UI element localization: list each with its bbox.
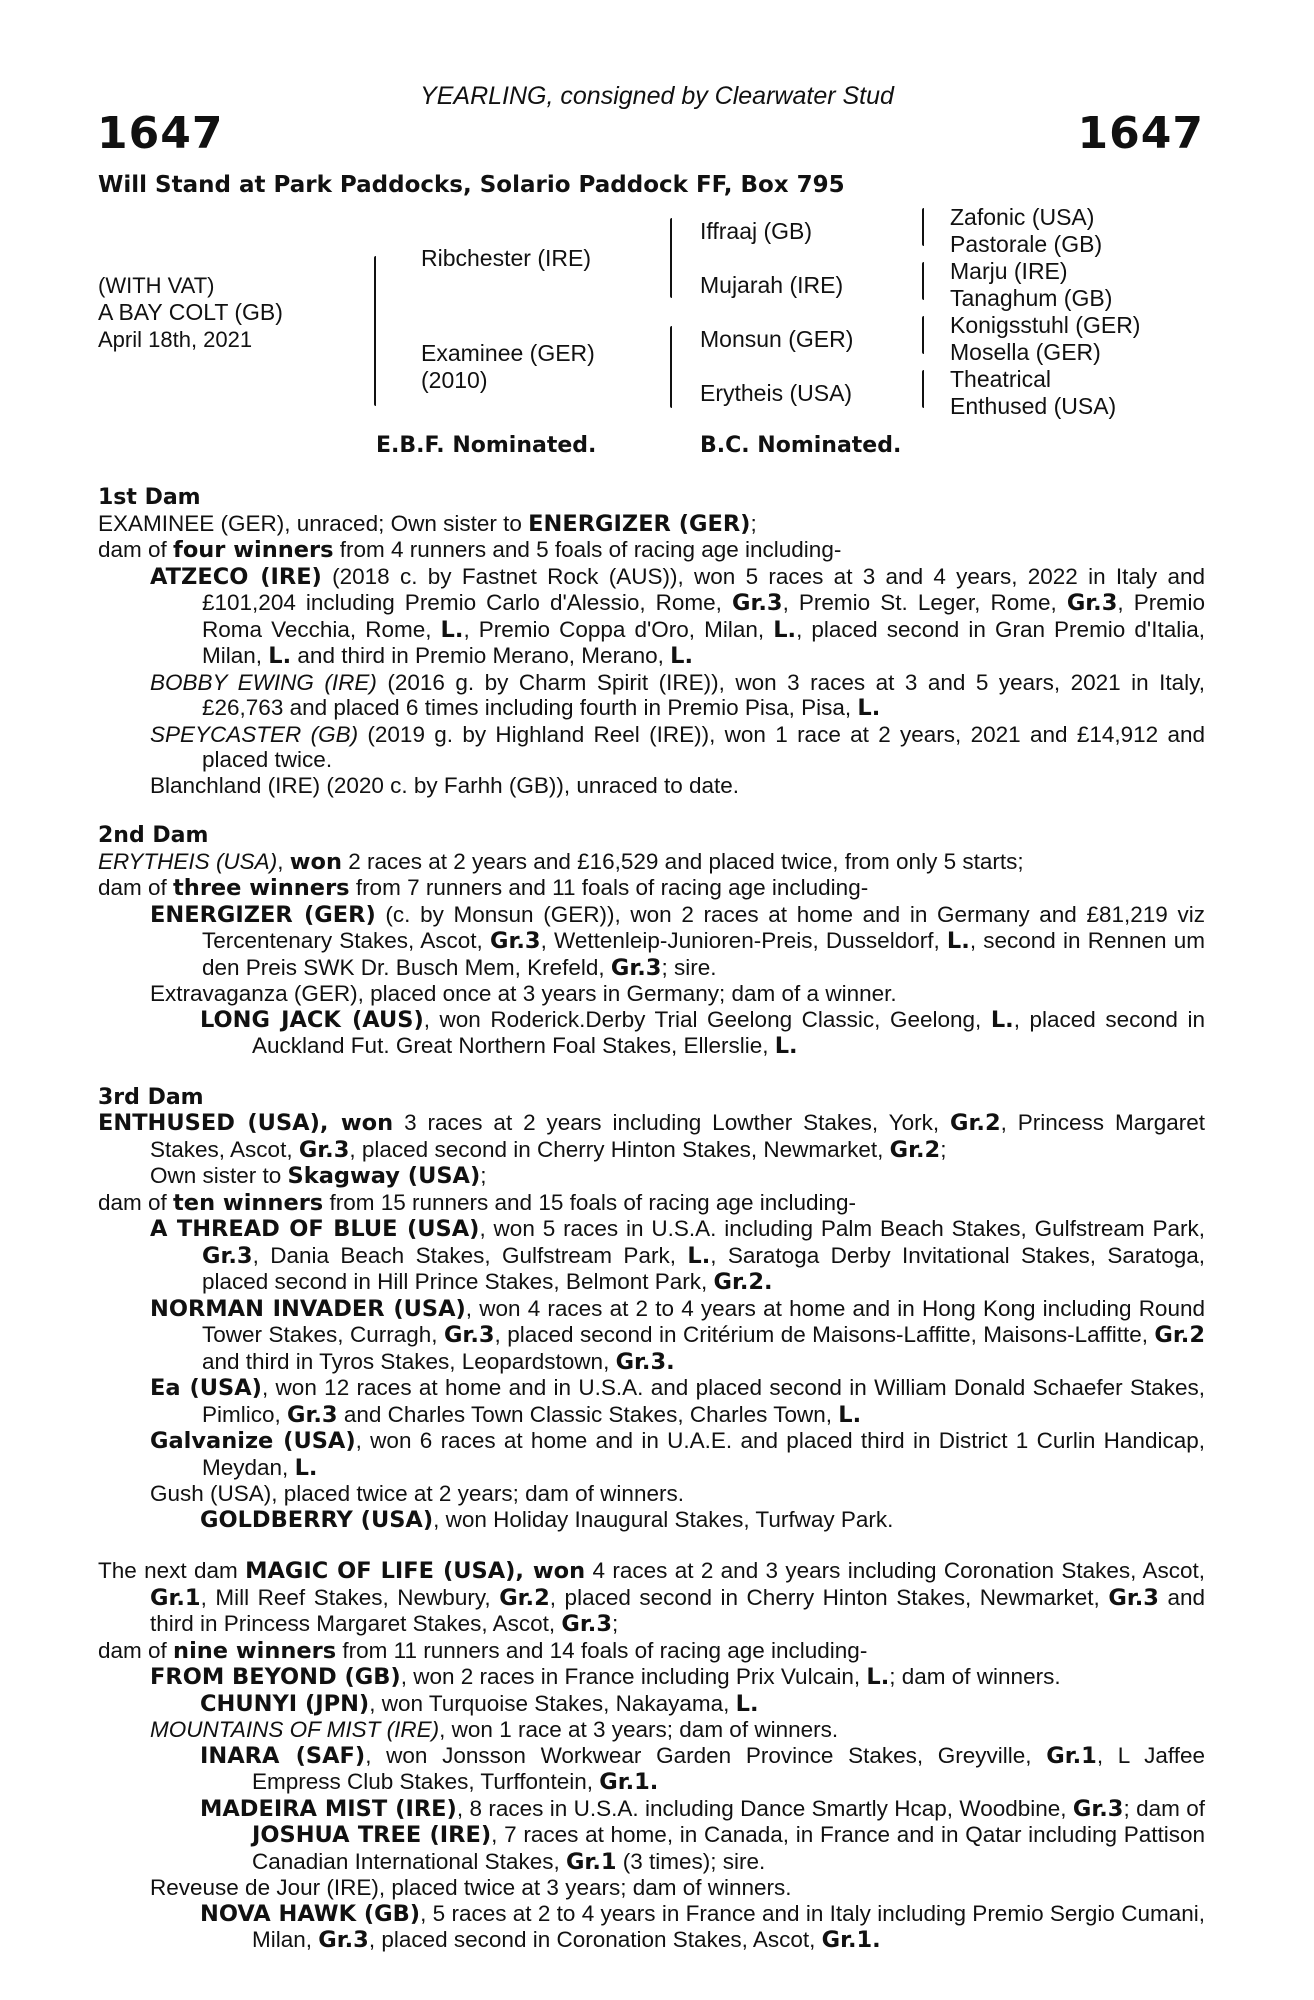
pedigree-g3-2: Pastorale (GB) bbox=[950, 231, 1103, 257]
pedigree-brace-dam bbox=[670, 326, 672, 408]
produce-speycaster bbox=[98, 722, 1205, 773]
produce-blanchland: Blanchland (IRE) (2020 c. by Farhh (GB)), unraced to date. bbox=[150, 772, 740, 798]
grade: L. bbox=[946, 928, 970, 954]
second-dam-dam-of bbox=[98, 875, 1205, 902]
horse-name: MADEIRA MIST (IRE) bbox=[200, 1795, 457, 1822]
produce-reveuse-de-jour: Reveuse de Jour (IRE), placed twice at 3 years; dam of winners. bbox=[150, 1875, 792, 1900]
text: , Princess Margaret Stakes, Ascot, bbox=[150, 1110, 1205, 1162]
text: , Mill Reef Stakes, Newbury, bbox=[200, 1584, 500, 1610]
third-dam-dam-of bbox=[98, 1190, 1205, 1217]
winners-count: nine winners bbox=[173, 1637, 337, 1664]
pedigree-g3-7: Theatrical bbox=[950, 366, 1051, 392]
grade: Gr.2. bbox=[713, 1269, 773, 1295]
text: dam of bbox=[98, 875, 174, 900]
horse-name: ATZECO (IRE) bbox=[150, 563, 322, 590]
grade: L. bbox=[294, 1454, 318, 1481]
pedigree-g3-1: Zafonic (USA) bbox=[950, 204, 1095, 230]
text: and third in Tyros Stakes, Leopardstown, bbox=[202, 1348, 616, 1374]
text: , Dania Beach Stakes, Gulfstream Park, bbox=[252, 1242, 688, 1268]
text: and Charles Town Classic Stakes, Charles Town, bbox=[337, 1401, 839, 1427]
grade: L. bbox=[857, 695, 881, 721]
dam-name: ENTHUSED (USA) bbox=[98, 1110, 320, 1136]
text: 3 races at 2 years including Lowther Stakes, York, bbox=[393, 1110, 951, 1135]
grade: Gr.3 bbox=[610, 954, 662, 981]
produce-bobby-ewing bbox=[98, 670, 1205, 722]
grade: L. bbox=[670, 643, 693, 669]
produce-goldberry bbox=[98, 1507, 1205, 1534]
text: (2019 g. by Highland Reel (IRE)), won 1 race at 2 years, 2021 and £14,912 and placed twice. bbox=[202, 721, 1205, 772]
grade: L. bbox=[735, 1690, 759, 1717]
text: dam of bbox=[98, 1189, 174, 1215]
winners-count: ten winners bbox=[173, 1189, 324, 1216]
grade: Gr.1 bbox=[1046, 1742, 1097, 1769]
produce-norman-invader bbox=[98, 1296, 1205, 1376]
text: from 11 runners and 14 foals of racing age including- bbox=[336, 1637, 868, 1663]
foaling-date: April 18th, 2021 bbox=[98, 327, 253, 352]
next-dam-dam-of bbox=[98, 1638, 1205, 1665]
text: dam of bbox=[98, 537, 174, 562]
text: The next dam bbox=[98, 1558, 246, 1583]
text: , won 12 races at home and in U.S.A. and placed second in William Donald Schaefer Stakes, Pimlico, bbox=[202, 1375, 1206, 1427]
text: ; dam of winners. bbox=[889, 1664, 1061, 1689]
grade: L. bbox=[990, 1006, 1014, 1033]
pedigree-g3-4: Tanaghum (GB) bbox=[950, 285, 1113, 311]
horse-name: Skagway (USA) bbox=[287, 1163, 481, 1189]
grade: Gr.3 bbox=[318, 1927, 369, 1953]
second-dam-intro bbox=[98, 849, 1205, 876]
pedigree-g3-6: Mosella (GER) bbox=[950, 339, 1101, 365]
text: , placed second in Cherry Hinton Stakes, Newmarket, bbox=[349, 1136, 890, 1162]
grade: Gr.2 bbox=[499, 1584, 550, 1611]
text: , 8 races in U.S.A. including Dance Smartly Hcap, Woodbine, bbox=[456, 1795, 1073, 1821]
text: , won 2 races in France including Prix Vulcain, bbox=[400, 1664, 867, 1689]
text: from 15 runners and 15 foals of racing age including- bbox=[323, 1189, 857, 1215]
ebf-nominated: E.B.F. Nominated. bbox=[376, 433, 597, 458]
produce-chunyi bbox=[98, 1691, 1205, 1718]
text: , placed second in Cherry Hinton Stakes, Newmarket, bbox=[549, 1584, 1109, 1610]
lot-number-left: 1647 bbox=[97, 108, 224, 159]
text: , won 6 races at home and in U.A.E. and placed third in District 1 Curlin Handicap, Meydan, bbox=[202, 1428, 1205, 1480]
horse-name: Ea (USA) bbox=[150, 1375, 262, 1401]
produce-inara bbox=[98, 1743, 1205, 1796]
grade: Gr.1. bbox=[599, 1769, 659, 1795]
text: (2016 g. by Charm Spirit (IRE)), won 3 races at 3 and 5 years, 2021 in Italy, £26,763 and placed 6 times including fourth in Premio Pisa, Pisa, bbox=[202, 669, 1205, 720]
pedigree-brace-main bbox=[374, 256, 376, 406]
text: 4 races at 2 and 3 years including Coronation Stakes, Ascot, bbox=[585, 1558, 1205, 1583]
text: 2 races at 2 years and £16,529 and placed twice, from only 5 starts; bbox=[341, 848, 1024, 874]
punct: , bbox=[277, 848, 290, 874]
grade: Gr.2 bbox=[1154, 1322, 1205, 1348]
text: , won Holiday Inaugural Stakes, Turfway Park. bbox=[433, 1506, 894, 1532]
text: dam of bbox=[98, 1637, 174, 1663]
punct: ; bbox=[940, 1136, 947, 1162]
dam-name: ERYTHEIS (USA) bbox=[98, 848, 278, 874]
vat-note: (WITH VAT) bbox=[98, 273, 215, 298]
winners-count: four winners bbox=[173, 537, 334, 563]
text: , 5 races at 2 to 4 years in France and in Italy including Premio Sergio Cumani, Milan, bbox=[252, 1900, 1205, 1952]
produce-gush: Gush (USA), placed twice at 2 years; dam of winners. bbox=[150, 1481, 684, 1506]
grade: L. bbox=[773, 616, 797, 643]
won: , won bbox=[515, 1558, 586, 1584]
second-dam-heading: 2nd Dam bbox=[98, 823, 209, 848]
pedigree-brace-g3-2 bbox=[922, 262, 924, 300]
horse-name: NOVA HAWK (GB) bbox=[200, 1900, 421, 1927]
text: , won 1 race at 3 years; dam of winners. bbox=[439, 1717, 839, 1742]
produce-long-jack bbox=[98, 1007, 1205, 1060]
pedigree-g3-8: Enthused (USA) bbox=[950, 393, 1117, 419]
text: (c. by Monsun (GER)), won 2 races at home and in Germany and £81,219 viz Tercentenary Stakes, Ascot, bbox=[202, 901, 1205, 953]
text: , Saratoga Derby Invitational Stakes, Saratoga, placed second in Hill Prince Stakes, Belmont Park, bbox=[202, 1242, 1205, 1294]
text: , second in Rennen um den Preis SWK Dr. Busch Mem, Krefeld, bbox=[202, 928, 1206, 980]
horse-name: Galvanize (USA) bbox=[150, 1428, 356, 1454]
horse-name: MOUNTAINS OF MIST (IRE) bbox=[150, 1717, 440, 1742]
grade: L. bbox=[774, 1033, 798, 1059]
produce-extravaganza: Extravaganza (GER), placed once at 3 years in Germany; dam of a winner. bbox=[150, 981, 897, 1006]
winners-count: three winners bbox=[173, 875, 350, 901]
grade: Gr.3 bbox=[1072, 1795, 1124, 1822]
horse-name: A THREAD OF BLUE (USA) bbox=[150, 1216, 480, 1242]
won: won bbox=[289, 848, 342, 875]
consignment-line: YEARLING, consigned by Clearwater Stud bbox=[420, 82, 894, 110]
horse-name: BOBBY EWING (IRE) bbox=[150, 669, 377, 695]
produce-madeira-mist bbox=[98, 1796, 1205, 1876]
grade: Gr.2 bbox=[950, 1110, 1001, 1136]
produce-energizer bbox=[98, 902, 1205, 982]
grade: L. bbox=[687, 1242, 711, 1269]
produce-galvanize bbox=[98, 1428, 1205, 1481]
grade: Gr.3 bbox=[298, 1136, 350, 1163]
grade: L. bbox=[866, 1664, 890, 1690]
horse-name: JOSHUA TREE (IRE) bbox=[252, 1822, 492, 1848]
text: , won Turquoise Stakes, Nakayama, bbox=[369, 1690, 736, 1716]
grade: Gr.3 bbox=[287, 1401, 338, 1428]
grade: L. bbox=[440, 616, 464, 643]
text: and third in Premio Merano, Merano, bbox=[291, 643, 671, 668]
grade: Gr.3 bbox=[490, 928, 541, 954]
pedigree-sire: Ribchester (IRE) bbox=[421, 245, 591, 271]
text: , placed second in Auckland Fut. Great Northern Foal Stakes, Ellerslie, bbox=[252, 1006, 1205, 1058]
text: , won Jonsson Workwear Garden Province Stakes, Greyville, bbox=[365, 1742, 1047, 1768]
text: ; sire. bbox=[661, 954, 717, 980]
text: ; dam of bbox=[1123, 1795, 1205, 1821]
horse-name: FROM BEYOND (GB) bbox=[150, 1664, 401, 1690]
produce-ea bbox=[98, 1375, 1205, 1428]
text: from 4 runners and 5 foals of racing age including- bbox=[333, 537, 842, 562]
third-dam-own-sister bbox=[98, 1163, 1205, 1190]
text: (2018 c. by Fastnet Rock (AUS)), won 5 races at 3 and 4 years, 2022 in Italy and £101,204 including Premio Carlo d'Alessio, Rome, bbox=[202, 563, 1205, 615]
pedigree-g3-5: Konigsstuhl (GER) bbox=[950, 312, 1141, 338]
grade: Gr.3 bbox=[732, 590, 783, 616]
stabling-location: Will Stand at Park Paddocks, Solario Paddock FF, Box 795 bbox=[98, 172, 845, 198]
grade: L. bbox=[268, 643, 292, 669]
text: , Wettenleip-Junioren-Preis, Dusseldorf, bbox=[540, 928, 947, 953]
lot-number-right: 1647 bbox=[1077, 108, 1204, 159]
text: , 7 races at home, in Canada, in France and in Qatar including Pattison Canadian International Stakes, bbox=[252, 1822, 1205, 1874]
pedigree-dam: Examinee (GER) bbox=[421, 340, 595, 366]
pedigree-dam-sire: Monsun (GER) bbox=[700, 326, 854, 352]
text: , L Jaffee Empress Club Stakes, Turffontein, bbox=[252, 1742, 1205, 1794]
pedigree-brace-sire bbox=[670, 218, 672, 298]
pedigree-sire-sire: Iffraaj (GB) bbox=[700, 218, 813, 244]
text: , won 4 races at 2 to 4 years at home and in Hong Kong including Round Tower Stakes, Curragh, bbox=[202, 1295, 1205, 1347]
punct: ; bbox=[750, 510, 757, 536]
pedigree-dam-dam: Erytheis (USA) bbox=[700, 380, 853, 406]
bc-nominated: B.C. Nominated. bbox=[700, 433, 902, 458]
pedigree-dam-year: (2010) bbox=[421, 367, 488, 393]
grade: Gr.3 bbox=[1108, 1584, 1159, 1611]
horse-name: SPEYCASTER (GB) bbox=[150, 721, 359, 747]
produce-from-beyond bbox=[98, 1664, 1205, 1691]
produce-a-thread-of-blue bbox=[98, 1216, 1205, 1296]
third-dam-heading: 3rd Dam bbox=[98, 1084, 204, 1110]
text: , placed second in Coronation Stakes, Ascot, bbox=[368, 1927, 822, 1952]
grade: Gr.3 bbox=[1066, 590, 1118, 616]
grade: Gr.2 bbox=[889, 1136, 941, 1163]
grade: Gr.3 bbox=[202, 1242, 253, 1269]
pedigree-brace-g3-1 bbox=[922, 208, 924, 246]
grade: Gr.1. bbox=[821, 1927, 881, 1953]
text: , placed second in Critérium de Maisons-Laffitte, Maisons-Laffitte, bbox=[494, 1322, 1155, 1347]
text: Own sister to bbox=[150, 1163, 288, 1188]
text: (3 times); sire. bbox=[616, 1848, 766, 1874]
first-dam-sibling: ENERGIZER (GER) bbox=[528, 510, 751, 537]
punct: ; bbox=[480, 1163, 487, 1188]
horse-name: LONG JACK (AUS) bbox=[200, 1006, 424, 1033]
first-dam-intro bbox=[98, 511, 1205, 538]
text: , placed second in Gran Premio d'Italia, Milan, bbox=[202, 616, 1205, 668]
next-dam-intro bbox=[98, 1558, 1205, 1638]
produce-record bbox=[98, 485, 1205, 1954]
produce-mountains-of-mist bbox=[98, 1717, 1205, 1743]
grade: Gr.1 bbox=[565, 1848, 617, 1875]
pedigree-sire-dam: Mujarah (IRE) bbox=[700, 272, 844, 298]
text: , Premio Coppa d'Oro, Milan, bbox=[463, 616, 774, 642]
produce-atzeco bbox=[98, 564, 1205, 670]
first-dam-dam-of bbox=[98, 537, 1205, 564]
grade: L. bbox=[838, 1401, 862, 1428]
first-dam-intro-text: EXAMINEE (GER), unraced; Own sister to bbox=[98, 510, 529, 536]
grade: Gr.3. bbox=[615, 1348, 675, 1375]
horse-name: GOLDBERRY (USA) bbox=[200, 1506, 434, 1533]
text: , Premio St. Leger, Rome, bbox=[782, 590, 1067, 615]
text: , Premio Roma Vecchia, Rome, bbox=[202, 590, 1205, 642]
grade: Gr.1 bbox=[150, 1584, 201, 1611]
produce-nova-hawk bbox=[98, 1901, 1205, 1954]
text: from 7 runners and 11 foals of racing age including- bbox=[349, 875, 869, 900]
horse-name: ENERGIZER (GER) bbox=[150, 901, 376, 928]
first-dam-heading: 1st Dam bbox=[98, 485, 201, 510]
grade: Gr.3 bbox=[561, 1611, 612, 1637]
text: and third in Princess Margaret Stakes, Ascot, bbox=[150, 1584, 1206, 1636]
pedigree-brace-g3-3 bbox=[922, 316, 924, 354]
text: , won Roderick.Derby Trial Geelong Classic, Geelong, bbox=[423, 1006, 991, 1032]
pedigree-brace-g3-4 bbox=[922, 370, 924, 408]
pedigree-g3-3: Marju (IRE) bbox=[950, 258, 1068, 284]
grade: Gr.3 bbox=[443, 1322, 495, 1348]
horse-name: A BAY COLT (GB) bbox=[98, 299, 283, 325]
won: , won bbox=[319, 1110, 394, 1136]
dam-name: MAGIC OF LIFE (USA) bbox=[245, 1558, 516, 1584]
text: , won 5 races in U.S.A. including Palm Beach Stakes, Gulfstream Park, bbox=[479, 1216, 1205, 1241]
third-dam-intro bbox=[98, 1110, 1205, 1163]
horse-name: INARA (SAF) bbox=[200, 1742, 366, 1769]
punct: ; bbox=[611, 1611, 619, 1636]
horse-name: NORMAN INVADER (USA) bbox=[150, 1295, 466, 1322]
horse-name: CHUNYI (JPN) bbox=[200, 1690, 370, 1717]
